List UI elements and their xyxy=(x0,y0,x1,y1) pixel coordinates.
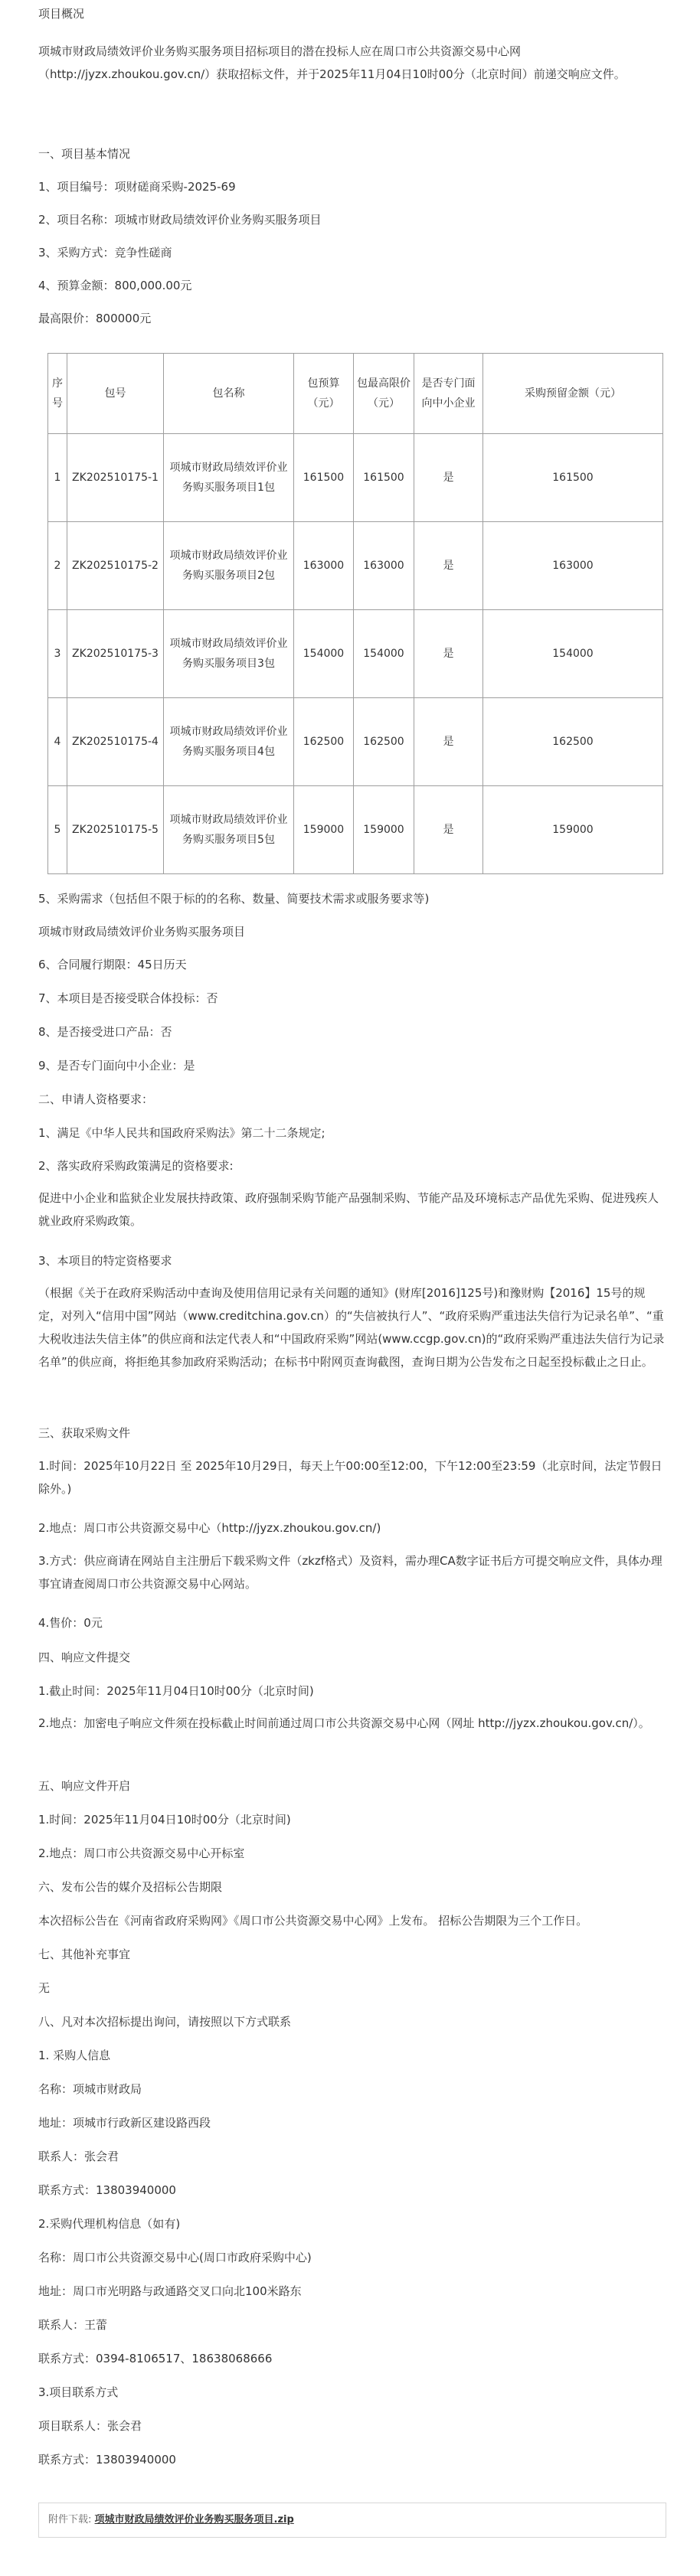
table-cell: 154000 xyxy=(294,610,354,698)
sme-only: 9、是否专门面向中小企业：是 xyxy=(38,1059,195,1073)
table-header-cell: 包最高限价（元） xyxy=(354,354,414,434)
table-cell: 5 xyxy=(48,786,67,874)
procurement-method: 3、采购方式：竞争性磋商 xyxy=(38,246,172,260)
table-row xyxy=(48,610,663,698)
table-cell: 162500 xyxy=(483,698,663,786)
table-cell: 159000 xyxy=(294,786,354,874)
consortium-accepted: 7、本项目是否接受联合体投标：否 xyxy=(38,991,218,1005)
table-cell: 154000 xyxy=(354,610,414,698)
table-cell: 154000 xyxy=(483,610,663,698)
table-row xyxy=(48,698,663,786)
publish-text: 本次招标公告在《河南省政府采购网》《周口市公共资源交易中心网》上发布。 招标公告期限为三个工作日。 xyxy=(38,1914,588,1928)
max-price: 最高限价：800000元 xyxy=(38,312,152,325)
table-cell: ZK202510175-4 xyxy=(67,698,164,786)
section-heading: 三、获取采购文件 xyxy=(38,1426,131,1440)
table-cell: 161500 xyxy=(483,434,663,522)
buyer-contact: 联系人：张会君 xyxy=(38,2150,119,2163)
table-header-cell: 包预算（元） xyxy=(294,354,354,434)
section-heading: 七、其他补充事宜 xyxy=(38,1948,131,1961)
qualification-text: 促进中小企业和监狱企业发展扶持政策、政府强制采购节能产品强制采购、节能产品及环境标志产品优先采购、促进残疾人就业政府采购政策。 xyxy=(38,1191,659,1228)
obtain-price: 4.售价：0元 xyxy=(38,1616,103,1630)
section-heading: 二、申请人资格要求： xyxy=(38,1092,154,1106)
table-cell: ZK202510175-1 xyxy=(67,434,164,522)
project-number: 1、项目编号：项财磋商采购-2025-69 xyxy=(38,180,236,194)
table-cell: 159000 xyxy=(354,786,414,874)
submit-deadline: 1.截止时间：2025年11月04日10时00分（北京时间) xyxy=(38,1684,314,1698)
demand-heading: 5、采购需求（包括但不限于标的的名称、数量、简要技术需求或服务要求等) xyxy=(38,892,430,906)
qualification-text: （根据《关于在政府采购活动中查询及使用信用记录有关问题的通知》(财库[2016]125号)和豫财购【2016】15号的规定，对列入“信用中国”网站（www.creditchina.gov.cn）的“失信被执行人”、“政府采购严重违法失信行为记录名单”、“重大税收违法失信主体”的供应商和法定代表人和“中国政府采购”网站(www.ccgp.gov.cn)的“政府采购严重违法失信行为记录名单”的供应商，将拒绝其参加政府采购活动；在标书中附网页查询截图，查询日期为公告发布之日起至投标截止之日止。 xyxy=(38,1286,665,1369)
submit-place: 2.地点：加密电子响应文件须在投标截止时间前通过周口市公共资源交易中心网（网址 http://jyzx.zhoukou.gov.cn/）。 xyxy=(38,1716,650,1730)
table-cell: 项城市财政局绩效评价业务购买服务项目5包 xyxy=(164,786,294,874)
buyer-name: 名称：项城市财政局 xyxy=(38,2082,142,2096)
obtain-method: 3.方式：供应商请在网站自主注册后下载采购文件（zkzf格式）及资料，需办理CA数字证书后方可提交响应文件，具体办理事宜请查阅周口市公共资源交易中心网站。 xyxy=(38,1554,662,1591)
imports-accepted: 8、是否接受进口产品：否 xyxy=(38,1025,172,1039)
section-heading: 五、响应文件开启 xyxy=(38,1779,131,1793)
demand-description: 项城市财政局绩效评价业务购买服务项目 xyxy=(38,925,246,939)
section-heading: 一、项目基本情况 xyxy=(38,147,131,161)
table-cell: 项城市财政局绩效评价业务购买服务项目2包 xyxy=(164,522,294,610)
table-header-cell: 是否专门面向中小企业 xyxy=(414,354,483,434)
section-heading: 六、发布公告的媒介及招标公告期限 xyxy=(38,1880,223,1894)
table-cell: 是 xyxy=(414,698,483,786)
section-heading: 四、响应文件提交 xyxy=(38,1650,131,1664)
qualification-item: 2、落实政府采购政策满足的资格要求: xyxy=(38,1159,234,1173)
agent-heading: 2.采购代理机构信息（如有) xyxy=(38,2217,181,2231)
obtain-place: 2.地点：周口市公共资源交易中心（http://jyzx.zhoukou.gov.cn/) xyxy=(38,1521,381,1535)
other-text: 无 xyxy=(38,1981,51,1995)
table-cell: 项城市财政局绩效评价业务购买服务项目4包 xyxy=(164,698,294,786)
attachment-box xyxy=(38,2503,666,2538)
open-time: 1.时间：2025年11月04日10时00分（北京时间) xyxy=(38,1813,291,1827)
table-header-row xyxy=(48,354,663,434)
table-cell: 是 xyxy=(414,522,483,610)
table-cell: 1 xyxy=(48,434,67,522)
table-cell: 4 xyxy=(48,698,67,786)
buyer-heading: 1. 采购人信息 xyxy=(38,2049,111,2062)
table-cell: 是 xyxy=(414,786,483,874)
budget-amount: 4、预算金额：800,000.00元 xyxy=(38,279,192,292)
table-cell: 项城市财政局绩效评价业务购买服务项目3包 xyxy=(164,610,294,698)
obtain-time: 1.时间：2025年10月22日 至 2025年10月29日，每天上午00:00至12:00，下午12:00至23:59（北京时间，法定节假日除外。) xyxy=(38,1459,662,1496)
open-place: 2.地点：周口市公共资源交易中心开标室 xyxy=(38,1846,245,1860)
agent-phone: 联系方式：0394-8106517、18638068666 xyxy=(38,2352,273,2365)
table-cell: ZK202510175-3 xyxy=(67,610,164,698)
table-cell: 是 xyxy=(414,434,483,522)
table-cell: 163000 xyxy=(294,522,354,610)
buyer-phone: 联系方式：13803940000 xyxy=(38,2183,176,2197)
table-cell: ZK202510175-2 xyxy=(67,522,164,610)
project-phone: 联系方式：13803940000 xyxy=(38,2453,176,2467)
table-row xyxy=(48,786,663,874)
table-cell: 161500 xyxy=(294,434,354,522)
project-contact-heading: 3.项目联系方式 xyxy=(38,2385,119,2399)
table-cell: 163000 xyxy=(354,522,414,610)
project-contact: 项目联系人：张会君 xyxy=(38,2419,142,2433)
table-cell: 2 xyxy=(48,522,67,610)
package-table xyxy=(47,353,663,874)
agent-name: 名称：周口市公共资源交易中心(周口市政府采购中心) xyxy=(38,2251,312,2264)
table-row xyxy=(48,522,663,610)
agent-address: 地址：周口市光明路与政通路交叉口向北100米路东 xyxy=(38,2284,302,2298)
overview-paragraph: 项城市财政局绩效评价业务购买服务项目招标项目的潜在投标人应在周口市公共资源交易中心网（http://jyzx.zhoukou.gov.cn/）获取招标文件，并于2025年11月04日10时00分（北京时间）前递交响应文件。 xyxy=(38,44,626,81)
table-header-cell: 采购预留金额（元） xyxy=(483,354,663,434)
table-cell: 项城市财政局绩效评价业务购买服务项目1包 xyxy=(164,434,294,522)
table-header-cell: 包号 xyxy=(67,354,164,434)
table-cell: 162500 xyxy=(354,698,414,786)
qualification-item: 3、本项目的特定资格要求 xyxy=(38,1254,172,1268)
qualification-item: 1、满足《中华人民共和国政府采购法》第二十二条规定; xyxy=(38,1126,325,1140)
table-cell: 163000 xyxy=(483,522,663,610)
contract-period: 6、合同履行期限：45日历天 xyxy=(38,958,187,971)
table-cell: 161500 xyxy=(354,434,414,522)
buyer-address: 地址：项城市行政新区建设路西段 xyxy=(38,2116,211,2130)
project-name: 2、项目名称：项城市财政局绩效评价业务购买服务项目 xyxy=(38,213,322,227)
table-cell: 159000 xyxy=(483,786,663,874)
table-cell: 是 xyxy=(414,610,483,698)
table-cell: ZK202510175-5 xyxy=(67,786,164,874)
agent-contact: 联系人：王蕾 xyxy=(38,2318,108,2332)
attachment-label: 附件下载: xyxy=(48,2514,92,2525)
table-row xyxy=(48,434,663,522)
overview-title: 项目概况 xyxy=(38,7,85,21)
table-cell: 3 xyxy=(48,610,67,698)
attachment-download-link[interactable]: 项城市财政局绩效评价业务购买服务项目.zip xyxy=(94,2514,294,2525)
table-header-cell: 包名称 xyxy=(164,354,294,434)
section-heading: 八、凡对本次招标提出询问，请按照以下方式联系 xyxy=(38,2015,292,2029)
table-header-cell: 序号 xyxy=(48,354,67,434)
table-cell: 162500 xyxy=(294,698,354,786)
